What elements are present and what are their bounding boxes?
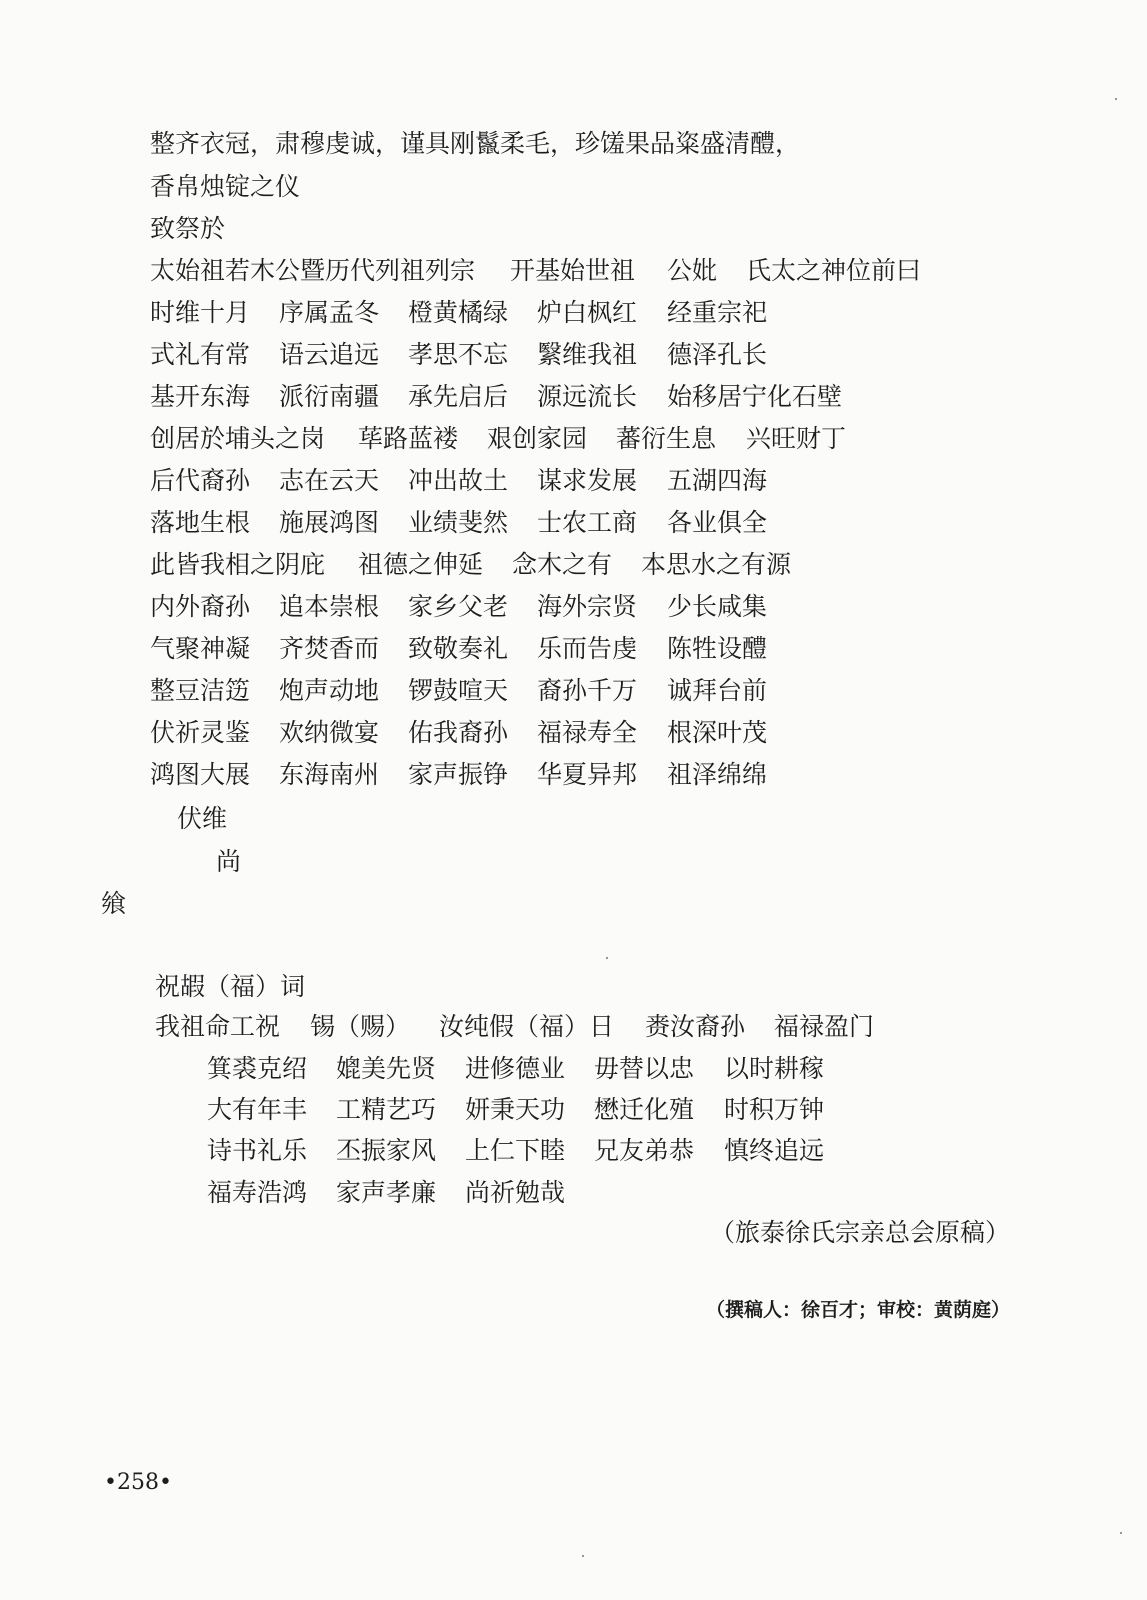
phrase: 大有年丰 bbox=[207, 1095, 308, 1124]
phrase: 海外宗贤 bbox=[537, 592, 638, 621]
scan-speck bbox=[1115, 98, 1117, 100]
phrase: 赉汝裔孙 bbox=[645, 1012, 746, 1041]
phrase: 各业俱全 bbox=[667, 508, 768, 537]
closing-fuwei: 伏维 bbox=[177, 804, 228, 833]
phrase: 上仁下睦 bbox=[465, 1136, 566, 1165]
phrase: 家声振铮 bbox=[408, 760, 509, 789]
page-number: •258• bbox=[104, 1470, 172, 1495]
phrase: 兴旺财丁 bbox=[746, 424, 847, 453]
phrase: 进修德业 bbox=[465, 1054, 566, 1083]
phrase: 祖德之伸延 bbox=[358, 550, 484, 579]
credits: （撰稿人：徐百才；审校：黄荫庭） bbox=[705, 1299, 1010, 1321]
phrase: 诗书礼乐 bbox=[207, 1136, 308, 1165]
opening-line-1: 整齐衣冠，肃穆虔诚，谨具刚鬣柔毛，珍馐果品粢盛清醴， bbox=[150, 129, 801, 158]
phrase: 序属孟冬 bbox=[279, 298, 380, 327]
phrase: 谋求发展 bbox=[537, 466, 638, 495]
phrase: 时维十月 bbox=[150, 298, 251, 327]
opening-line-2: 香帛烛锭之仪 bbox=[150, 172, 301, 201]
phrase: 艰创家园 bbox=[487, 424, 588, 453]
phrase: 妍秉天功 bbox=[465, 1095, 566, 1124]
phrase: 根深叶茂 bbox=[667, 718, 768, 747]
phrase: 冲出故土 bbox=[408, 466, 509, 495]
phrase: 蕃衍生息 bbox=[616, 424, 717, 453]
phrase: 炮声动地 bbox=[279, 676, 380, 705]
phrase: 念木之有 bbox=[512, 550, 613, 579]
phrase: 经重宗祀 bbox=[667, 298, 768, 327]
phrase: 家乡父老 bbox=[408, 592, 509, 621]
phrase: 福禄盈门 bbox=[774, 1012, 875, 1041]
phrase: 创居於埔头之岗 bbox=[150, 424, 326, 453]
phrase: 承先启后 bbox=[408, 382, 509, 411]
phrase: 业绩斐然 bbox=[408, 508, 509, 537]
phrase: 本思水之有源 bbox=[641, 550, 792, 579]
scan-speck bbox=[582, 1555, 584, 1557]
phrase: 繄维我祖 bbox=[537, 340, 638, 369]
phrase: 丕振家风 bbox=[336, 1136, 437, 1165]
phrase: 太始祖若木公暨历代列祖列宗 bbox=[150, 256, 476, 285]
phrase: 华夏异邦 bbox=[537, 760, 638, 789]
phrase: 祖泽绵绵 bbox=[667, 760, 768, 789]
phrase: 气聚神凝 bbox=[150, 634, 251, 663]
closing-xiang: 飨 bbox=[101, 889, 127, 918]
phrase: 派衍南疆 bbox=[279, 382, 380, 411]
phrase: 东海南州 bbox=[279, 760, 380, 789]
scan-speck bbox=[606, 957, 608, 959]
phrase: 内外裔孙 bbox=[150, 592, 251, 621]
phrase: 时积万钟 bbox=[724, 1095, 825, 1124]
phrase: 伏祈灵鉴 bbox=[150, 718, 251, 747]
phrase: 式礼有常 bbox=[150, 340, 251, 369]
phrase: 炉白枫红 bbox=[537, 298, 638, 327]
phrase: 福禄寿全 bbox=[537, 718, 638, 747]
phrase: 懋迁化殖 bbox=[594, 1095, 695, 1124]
phrase: 齐焚香而 bbox=[279, 634, 380, 663]
source-note: （旅泰徐氏宗亲总会原稿） bbox=[709, 1218, 1010, 1247]
phrase: 基开东海 bbox=[150, 382, 251, 411]
phrase: 箕裘克绍 bbox=[207, 1054, 308, 1083]
phrase: 此皆我相之阴庇 bbox=[150, 550, 326, 579]
phrase: 欢纳微宴 bbox=[279, 718, 380, 747]
phrase: 橙黄橘绿 bbox=[408, 298, 509, 327]
phrase: 锡（赐） bbox=[310, 1012, 411, 1041]
phrase: 汝纯假（福）日 bbox=[439, 1012, 615, 1041]
phrase: 语云追远 bbox=[279, 340, 380, 369]
blessing-title: 祝嘏（福）词 bbox=[155, 972, 306, 1001]
phrase: 乐而告虔 bbox=[537, 634, 638, 663]
phrase: 我祖命工祝 bbox=[155, 1012, 281, 1041]
phrase: 五湖四海 bbox=[667, 466, 768, 495]
phrase: 鸿图大展 bbox=[150, 760, 251, 789]
phrase: 施展鸿图 bbox=[279, 508, 380, 537]
phrase: 兄友弟恭 bbox=[594, 1136, 695, 1165]
phrase: 锣鼓喧天 bbox=[408, 676, 509, 705]
phrase: 尚祈勉哉 bbox=[465, 1178, 566, 1207]
phrase: 开基始世祖 bbox=[510, 256, 636, 285]
phrase: 福寿浩鸿 bbox=[207, 1178, 308, 1207]
phrase: 志在云天 bbox=[279, 466, 380, 495]
phrase: 后代裔孙 bbox=[150, 466, 251, 495]
phrase: 德泽孔长 bbox=[667, 340, 768, 369]
phrase: 陈牲设醴 bbox=[667, 634, 768, 663]
phrase: 毋替以忠 bbox=[594, 1054, 695, 1083]
phrase: 孝思不忘 bbox=[408, 340, 509, 369]
phrase: 裔孙千万 bbox=[537, 676, 638, 705]
phrase: 少长咸集 bbox=[667, 592, 768, 621]
phrase: 源远流长 bbox=[537, 382, 638, 411]
phrase: 氏太之神位前曰 bbox=[746, 256, 922, 285]
phrase: 以时耕稼 bbox=[724, 1054, 825, 1083]
phrase: 慎终追远 bbox=[724, 1136, 825, 1165]
phrase: 家声孝廉 bbox=[336, 1178, 437, 1207]
phrase: 荜路蓝褛 bbox=[358, 424, 459, 453]
phrase: 致敬奏礼 bbox=[408, 634, 509, 663]
phrase: 始移居宁化石壁 bbox=[667, 382, 843, 411]
phrase: 落地生根 bbox=[150, 508, 251, 537]
phrase: 诚拜台前 bbox=[667, 676, 768, 705]
phrase: 佑我裔孙 bbox=[408, 718, 509, 747]
phrase: 公妣 bbox=[667, 256, 718, 285]
opening-line-3: 致祭於 bbox=[150, 214, 226, 243]
phrase: 整豆洁笾 bbox=[150, 676, 251, 705]
phrase: 媲美先贤 bbox=[336, 1054, 437, 1083]
closing-shang: 尚 bbox=[216, 847, 242, 876]
scan-speck bbox=[1120, 1532, 1122, 1534]
phrase: 追本崇根 bbox=[279, 592, 380, 621]
phrase: 工精艺巧 bbox=[336, 1095, 437, 1124]
phrase: 士农工商 bbox=[537, 508, 638, 537]
